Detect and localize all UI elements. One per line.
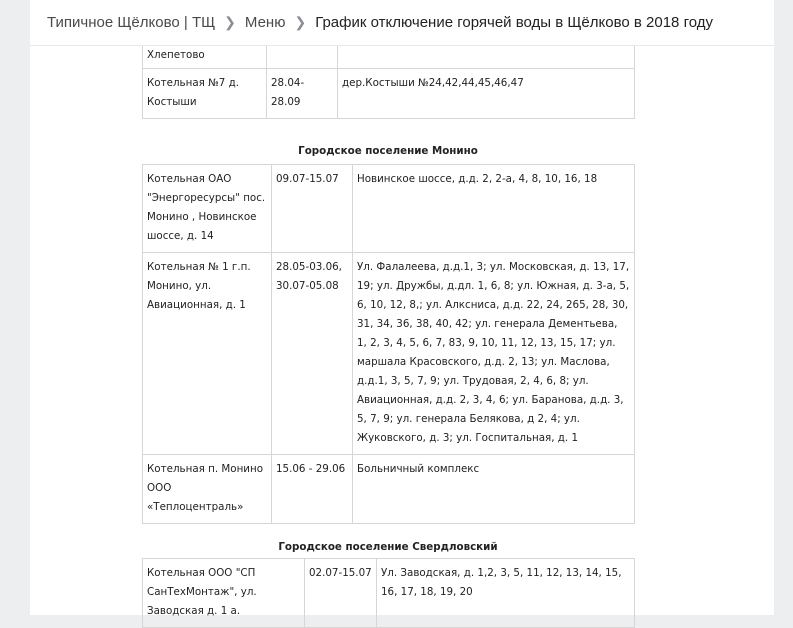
chevron-right-icon: ❯ (224, 14, 236, 30)
section-title-monino: Городское поселение Монино (298, 145, 478, 157)
boiler-text: Хлепетово (147, 49, 205, 61)
boiler-cell: Котельная № 1 г.п. Монино, ул. Авиационная, д. 1 (143, 253, 272, 455)
addresses-cell: Больничный комплекс (353, 455, 635, 524)
page-title: График отключение горячей воды в Щёлково в 2018 году (315, 14, 713, 31)
addresses-cell: Ул. Фалалеева, д.д.1, 3; ул. Московская, д. 13, 17, 19; ул. Дружбы, д.дл. 1, 6, 8; ул. Южная, д. 3-а, 5, 6, 10, 12, 8,; ул. Алксниса, д.д. 22, 24, 265, 28, 30, 31, 34, 36, 38, 40, 42; ул. генерала Дементьева, 1, 2, 3, 4, 5, 6, 7, 83, 9, 10, 11, 12, 13, 15, 17; ул. маршала Красовского, д.д. 2, 13; ул. Маслова, д.д.1, 3, 5, 7, 9; ул. Трудовая, 2, 4, 6, 8; ул. Авиационная, д.д. 2, 3, 4, 6; ул. Баранова, д.д. 3, 5, 7, 9; ул. генерала Белякова, д 2, 4; ул. Жуковского, д. 3; ул. Госпитальная, д. 1 (353, 253, 635, 455)
section-title-sverdlovsky: Городское поселение Свердловский (278, 541, 498, 553)
breadcrumb-menu-link[interactable]: Меню (244, 14, 286, 31)
dates-cell: 28.05-03.06, 30.07-05.08 (272, 253, 353, 455)
boiler-cell: Котельная п. Монино ООО «Теплоцентраль» (143, 455, 272, 524)
boiler-cell: Котельная ОАО "Энергоресурсы" пос. Монино , Новинское шоссе, д. 14 (143, 165, 272, 253)
dates-cell: 02.07-15.07 (305, 559, 377, 628)
table-row (143, 69, 635, 119)
schedule-table-sverdlovsky (142, 558, 635, 628)
boiler-cell: Котельная ООО "СП СанТехМонтаж", ул. Заводская д. 1 а. (143, 559, 305, 628)
addresses-cell: Новинское шоссе, д.д. 2, 2-а, 4, 8, 10, 16, 18 (353, 165, 635, 253)
breadcrumb-group-link[interactable]: Типичное Щёлково | ТЩ (47, 14, 216, 31)
addresses-cell: дер.Костыши №24,42,44,45,46,47 (338, 69, 635, 119)
table-row (143, 165, 635, 253)
addresses-cell: Ул. Заводская, д. 1,2, 3, 5, 11, 12, 13, 14, 15, 16, 17, 18, 19, 20 (377, 559, 635, 628)
dates-cell: 15.06 - 29.06 (272, 455, 353, 524)
table-row (143, 455, 635, 524)
table-row (143, 559, 635, 628)
table-row (143, 253, 635, 455)
schedule-table-monino (142, 164, 635, 524)
dates-cell: 09.07-15.07 (272, 165, 353, 253)
boiler-cell: Котельная №7 д. Костыши (143, 69, 267, 119)
breadcrumb (30, 0, 774, 46)
dates-cell: 28.04-28.09 (267, 69, 338, 119)
chevron-right-icon: ❯ (294, 14, 307, 30)
